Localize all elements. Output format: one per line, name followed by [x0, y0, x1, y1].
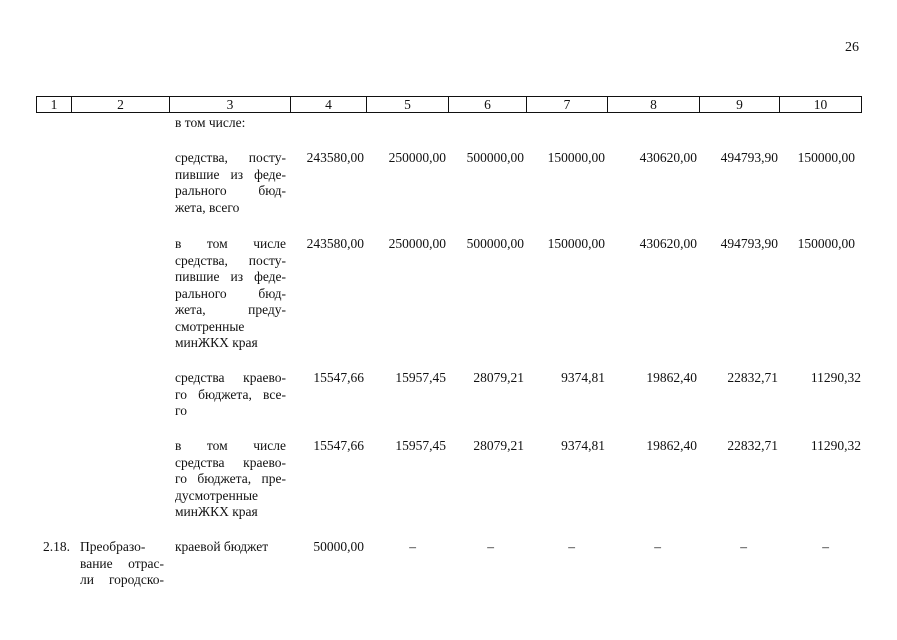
row-3-value-col10: 11290,32: [810, 370, 861, 385]
header-cell-9: 9: [699, 97, 779, 112]
row-3-value-col7: 9374,81: [561, 370, 605, 385]
row-1-value-col5: 250000,00: [388, 150, 446, 165]
row-description-line: рального бюд-: [175, 285, 286, 301]
row-2-value-col10: 150000,00: [797, 236, 855, 251]
row-description-line: смотренные: [175, 318, 245, 334]
row-4-value-col6: 28079,21: [473, 438, 524, 453]
row-1-value-col6: 500000,00: [466, 150, 524, 165]
row-2-description: [175, 236, 286, 352]
row-description-line: го бюджета, все-: [175, 386, 286, 402]
header-cell-5: 5: [366, 97, 448, 112]
row-description-line: средства, посту-: [175, 150, 286, 165]
row-name-line: ли городско-: [80, 572, 164, 587]
row-description-line: в том числе: [175, 438, 286, 453]
header-cell-8: 8: [607, 97, 699, 112]
row-5-value-col8: –: [654, 539, 661, 554]
row-name-line: вание отрас-: [80, 555, 164, 571]
row-2-value-col8: 430620,00: [639, 236, 697, 251]
header-cell-6: 6: [448, 97, 526, 112]
row-2-value-col9: 494793,90: [720, 236, 778, 251]
row-1-value-col10: 150000,00: [797, 150, 855, 165]
row-2-value-col4: 243580,00: [306, 236, 364, 251]
row-2-value-col6: 500000,00: [466, 236, 524, 251]
row-3-value-col8: 19862,40: [646, 370, 697, 385]
header-cell-3: 3: [169, 97, 290, 112]
row-name-line: Преобразо-: [80, 539, 146, 554]
row-3-value-col5: 15957,45: [395, 370, 446, 385]
row-description-line: в том числе:: [175, 115, 246, 130]
row-5-description: [175, 539, 286, 556]
row-1-value-col7: 150000,00: [547, 150, 605, 165]
row-4-description: [175, 438, 286, 521]
row-5-value-col9: –: [740, 539, 747, 554]
row-description-line: минЖКХ края: [175, 335, 258, 350]
row-description-line: го: [175, 403, 187, 418]
header-cell-7: 7: [526, 97, 607, 112]
row-4-value-col8: 19862,40: [646, 438, 697, 453]
row-description-line: минЖКХ края: [175, 504, 258, 519]
row-3-value-col9: 22832,71: [727, 370, 778, 385]
row-description-line: средства, посту-: [175, 252, 286, 268]
row-description-line: дусмотренные: [175, 487, 259, 503]
row-2-value-col5: 250000,00: [388, 236, 446, 251]
row-4-value-col5: 15957,45: [395, 438, 446, 453]
row-1-value-col9: 494793,90: [720, 150, 778, 165]
row-5-number: 2.18.: [43, 539, 70, 554]
header-cell-4: 4: [290, 97, 366, 112]
row-4-value-col7: 9374,81: [561, 438, 605, 453]
row-5-value-col5: –: [409, 539, 416, 554]
row-5-value-col6: –: [487, 539, 494, 554]
row-3-value-col4: 15547,66: [313, 370, 364, 385]
row-4-value-col4: 15547,66: [313, 438, 364, 453]
row-5-value-col10: –: [822, 539, 829, 554]
row-description-line: в том числе: [175, 236, 286, 251]
row-description-line: краевой бюджет: [175, 539, 269, 554]
row-3-description: [175, 370, 286, 420]
row-description-line: го бюджета, пре-: [175, 471, 286, 486]
row-3-value-col6: 28079,21: [473, 370, 524, 385]
row-5-value-col7: –: [568, 539, 575, 554]
row-1-description: [175, 150, 286, 216]
row-2-value-col7: 150000,00: [547, 236, 605, 251]
row-description-line: пившие из феде-: [175, 166, 286, 182]
row-4-value-col10: 11290,32: [810, 438, 861, 453]
row-description-line: рального бюд-: [175, 183, 286, 198]
table-row-subheading: [175, 115, 286, 132]
row-description-line: средства краево-: [175, 454, 286, 470]
row-description-line: жета, всего: [175, 199, 240, 215]
header-cell-1: 1: [50, 97, 58, 112]
row-description-line: средства краево-: [175, 370, 286, 385]
row-1-value-col4: 243580,00: [306, 150, 364, 165]
row-1-value-col8: 430620,00: [639, 150, 697, 165]
row-description-line: пившие из феде-: [175, 269, 286, 284]
header-cell-2: 2: [71, 97, 169, 112]
row-description-line: жета, преду-: [175, 302, 286, 317]
row-5-value-col4: 50000,00: [313, 539, 364, 554]
page-number: 26: [845, 40, 859, 55]
header-cell-10: 10: [779, 97, 861, 112]
table-header-row: [36, 96, 862, 113]
row-5-name: [80, 539, 164, 589]
row-4-value-col9: 22832,71: [727, 438, 778, 453]
